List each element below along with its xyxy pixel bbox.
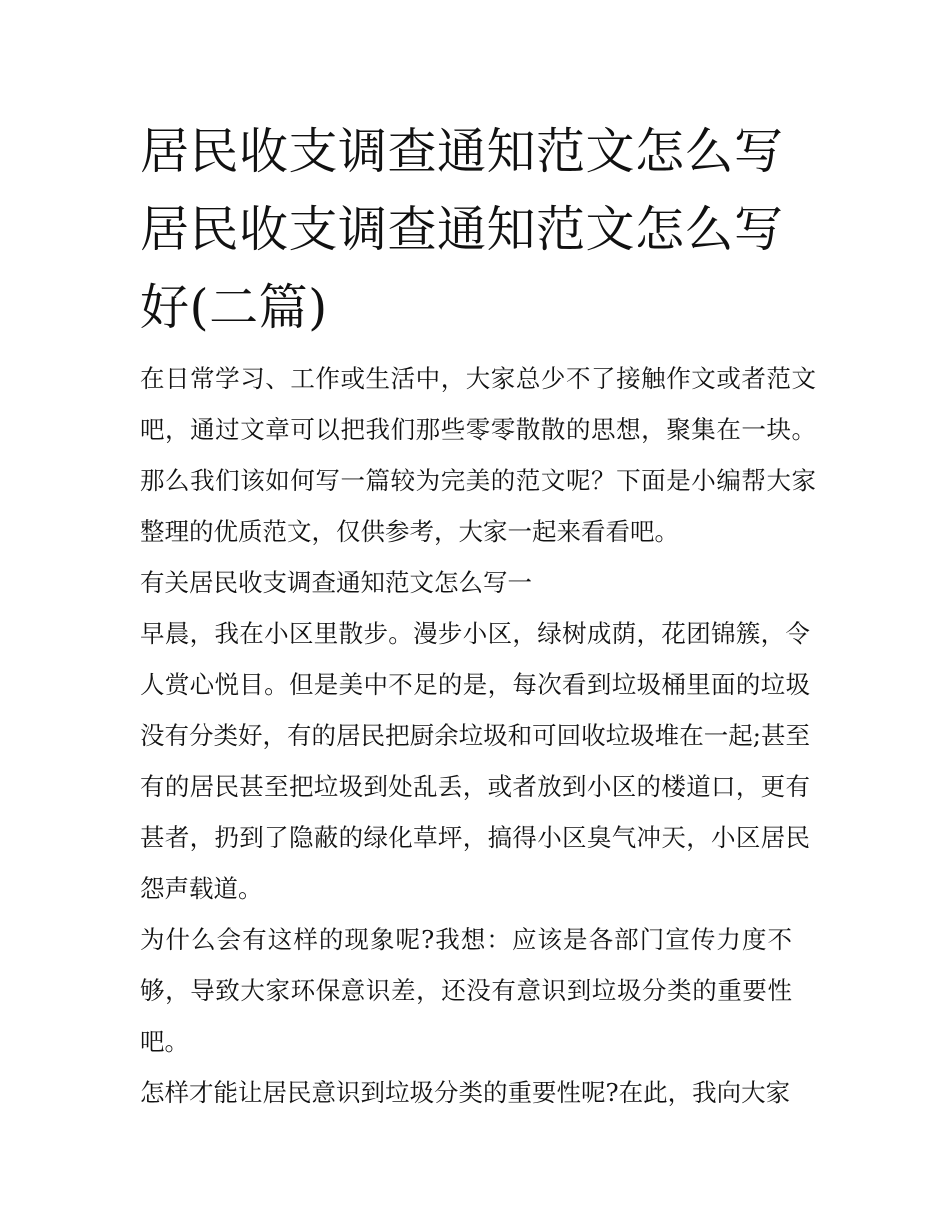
document-title xyxy=(140,113,840,347)
title-line-3: 好(二篇) xyxy=(140,279,328,336)
body-paragraph-3: 怎样才能让居民意识到垃圾分类的重要性呢?在此，我向大家 xyxy=(140,1078,791,1107)
intro-paragraph: 在日常学习、工作或生活中，大家总少不了接触作文或者范文吧，通过文章可以把我们那些零零散散的思想，聚集在一块。那么我们该如何写一篇较为完美的范文呢？下面是小编帮大家整理的优质范文，仅供参考，大家一起来看看吧。 xyxy=(140,364,816,546)
title-line-2: 居民收支调查通知范文怎么写 xyxy=(140,201,784,258)
section-heading: 有关居民收支调查通知范文怎么写一 xyxy=(140,568,532,597)
title-line-1: 居民收支调查通知范文怎么写 xyxy=(140,123,784,180)
body-paragraph-1: 早晨，我在小区里散步。漫步小区，绿树成荫，花团锦簇，令人赏心悦目。但是美中不足的是，每次看到垃圾桶里面的垃圾没有分类好，有的居民把厨余垃圾和可回收垃圾堆在一起;甚至有的居民甚至把垃圾到处乱丢，或者放到小区的楼道口，更有甚者，扔到了隐蔽的绿化草坪，搞得小区臭气冲天，小区居民怨声载道。 xyxy=(140,619,810,903)
body-paragraph-2: 为什么会有这样的现象呢?我想：应该是各部门宣传力度不够，导致大家环保意识差，还没有意识到垃圾分类的重要性吧。 xyxy=(140,925,792,1056)
document-body xyxy=(140,353,816,1118)
